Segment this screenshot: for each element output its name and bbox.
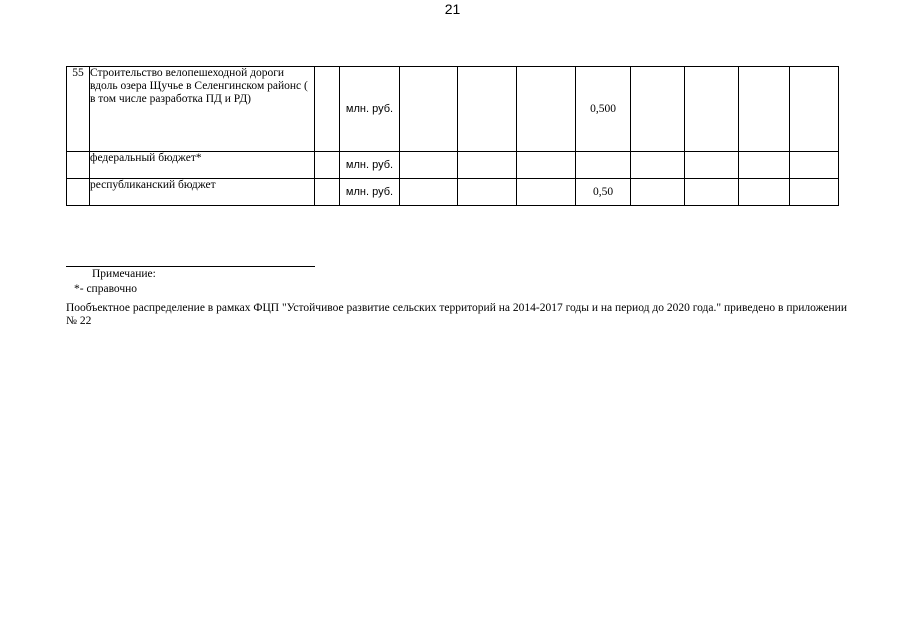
value-cell <box>631 67 685 152</box>
row-extra-cell <box>315 67 340 152</box>
footnote-text: Пообъектное распределение в рамках ФЦП "Устойчивое развитие сельских территорий на 2014-2017 годы и на период до 2020 года." приведено в приложении № 22 <box>66 302 847 327</box>
row-unit: млн. руб. <box>340 67 400 152</box>
value-cell <box>400 179 458 206</box>
row-number <box>67 152 90 179</box>
row-name: Строительство велопешеходной дороги вдоль озера Щучье в Селенгинском районс ( в том числе разработка ПД и РД) <box>90 67 315 152</box>
value-cell <box>400 67 458 152</box>
row-name: республиканский бюджет <box>90 179 315 206</box>
table-row <box>67 152 839 179</box>
value-cell <box>739 179 790 206</box>
value-cell: 0,50 <box>576 179 631 206</box>
budget-table <box>66 66 839 206</box>
table-row <box>67 67 839 152</box>
footnote-title: Примечание: <box>92 268 156 280</box>
value-cell <box>739 152 790 179</box>
value-cell <box>631 152 685 179</box>
value-cell <box>517 67 576 152</box>
value-cell <box>790 67 839 152</box>
value-cell <box>790 179 839 206</box>
value-cell <box>631 179 685 206</box>
value-cell <box>458 152 517 179</box>
footnote-star-note: *- справочно <box>74 283 138 295</box>
row-name: федеральный бюджет* <box>90 152 315 179</box>
value-cell: 0,500 <box>576 67 631 152</box>
footnote-divider <box>66 266 315 267</box>
value-cell <box>739 67 790 152</box>
table-row <box>67 179 839 206</box>
row-extra-cell <box>315 179 340 206</box>
value-cell <box>517 179 576 206</box>
page-number: 21 <box>444 1 461 17</box>
value-cell <box>517 152 576 179</box>
value-cell <box>685 179 739 206</box>
value-cell <box>685 152 739 179</box>
row-number: 55 <box>67 67 90 152</box>
value-cell <box>458 179 517 206</box>
row-unit: млн. руб. <box>340 179 400 206</box>
row-extra-cell <box>315 152 340 179</box>
value-cell <box>576 152 631 179</box>
value-cell <box>400 152 458 179</box>
row-unit: млн. руб. <box>340 152 400 179</box>
value-cell <box>685 67 739 152</box>
row-number <box>67 179 90 206</box>
value-cell <box>458 67 517 152</box>
value-cell <box>790 152 839 179</box>
